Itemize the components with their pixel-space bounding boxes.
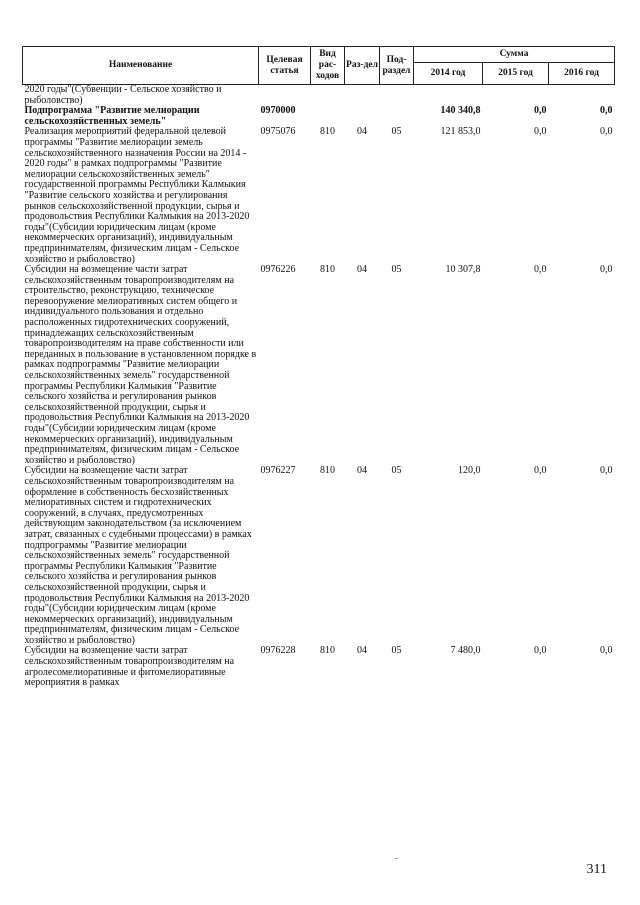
row-sum-2015: 0,0 [534, 465, 547, 477]
row-name: 2020 годы"(Субвенции - Сельское хозяйство и рыболовство) [24, 84, 222, 106]
row-target: 0970000 [260, 105, 296, 117]
header-section: Раз-дел [345, 47, 380, 85]
row-subsection [380, 106, 414, 127]
header-2016: 2016 год [549, 63, 615, 85]
row-sum-2016: 0,0 [600, 264, 613, 276]
table-body [23, 85, 615, 689]
row-target: 0976228 [260, 645, 296, 657]
row-sum-2015: 0,0 [534, 645, 547, 657]
row-kind: 810 [320, 126, 335, 138]
row-sum-2016: 0,0 [600, 105, 613, 117]
scan-mark [395, 858, 398, 859]
header-sum: Сумма [414, 47, 615, 63]
header-2015: 2015 год [483, 63, 549, 85]
budget-table [22, 46, 615, 689]
row-name: Субсидии на возмещение части затрат сельскохозяйственным товаропроизводителям на оформление в собственность бесхозяйственных мелиоративных систем и гидротехнических сооружений, в случаях, предусмотренных действующим законодательством (за исключением затрат, связанных с судебными процессами) в рамках подпрограммы "Развитие мелиорации сельскохозяйственных земель" государственной программы Республики Калмыкия "Развитие сельского хозяйства и регулирования рынков сельскохозяйственной продукции, сырья и продовольствия Республики Калмыкия на 2013-2020 годы"(Субсидии юридическим лицам (кроме некоммерческих организаций), индивидуальным предпринимателям, физическим лицам - Сельское хозяйство и рыболовство) [24, 465, 252, 646]
row-subsection: 05 [391, 126, 402, 138]
row-sum-2015: 0,0 [534, 126, 547, 138]
row-sum-2015 [483, 85, 549, 107]
row-sum-2016: 0,0 [600, 465, 613, 477]
row-section [345, 106, 380, 127]
header-name: Наименование [23, 47, 259, 85]
row-sum-2014: 121 853,0 [440, 126, 481, 138]
row-section: 04 [357, 645, 367, 657]
header-kind: Вид рас-ходов [311, 47, 345, 85]
row-sum-2016 [549, 85, 615, 107]
row-sum-2015: 0,0 [534, 105, 547, 117]
row-kind [311, 106, 345, 127]
row-kind [311, 85, 345, 107]
row-subsection: 05 [391, 465, 402, 477]
table-row [23, 106, 615, 127]
row-sum-2014: 7 480,0 [450, 645, 481, 657]
row-subsection: 05 [391, 264, 402, 276]
row-sum-2014 [414, 85, 483, 107]
row-name: Субсидии на возмещение части затрат сельскохозяйственным товаропроизводителям на строительство, реконструкцию, техническое перевооружение мелиоративных систем общего и индивидуального пользования и отдельно расположенных гидротехнических сооружений, принадлежащих сельскохозяйственным товаропроизводителям на праве собственности или переданных в пользование в установленном порядке в рамках подпрограммы "Развитие мелиорации сельскохозяйственных земель" государственной программы Республики Калмыкия "Развитие сельского хозяйства и регулирования рынков сельскохозяйственной продукции, сырья и продовольствия Республики Калмыкия на 2013-2020 годы"(Субсидии юридическим лицам (кроме некоммерческих организаций), индивидуальным предпринимателям, физическим лицам - Сельское хозяйство и рыболовство) [24, 264, 257, 466]
row-sum-2016: 0,0 [600, 645, 613, 657]
row-sum-2015: 0,0 [534, 264, 547, 276]
row-subsection: 05 [391, 645, 402, 657]
row-section: 04 [357, 264, 367, 276]
header-target: Целевая статья [259, 47, 311, 85]
row-name: Реализация мероприятий федеральной целевой программы "Развитие мелиорации земель сельскохозяйственного назначения России на 2014 - 2020 годы" в рамках подпрограммы "Развитие мелиорации сельскохозяйственных земель" государственной программы Республики Калмыкия "Развитие сельского хозяйства и регулирования рынков сельскохозяйственной продукции, сырья и продовольствия Республики Калмыкия на 2013-2020 годы"(Субсидии юридическим лицам (кроме некоммерческих организаций), индивидуальным предпринимателям, физическим лицам - Сельское хозяйство и рыболовство) [24, 126, 250, 265]
table-row [23, 646, 615, 688]
header-2014: 2014 год [414, 63, 483, 85]
row-target: 0976227 [260, 465, 296, 477]
row-section [345, 85, 380, 107]
row-target [259, 85, 311, 107]
table-row [23, 127, 615, 265]
row-kind: 810 [320, 645, 335, 657]
row-name: Субсидии на возмещение части затрат сельскохозяйственным товаропроизводителям на агролесомелиоративные и фитомелиоративные мероприятия в рамках [24, 645, 235, 689]
table-row [23, 265, 615, 466]
table-row [23, 85, 615, 107]
header-subsection: Под-раздел [380, 47, 414, 85]
table-header [23, 47, 615, 85]
row-target: 0975076 [260, 126, 296, 138]
page-number: 311 [586, 862, 607, 877]
row-kind: 810 [320, 264, 335, 276]
row-name: Подпрограмма "Развитие мелиорации сельскохозяйственных земель" [24, 105, 200, 127]
row-kind: 810 [320, 465, 335, 477]
row-sum-2014: 120,0 [458, 465, 481, 477]
row-sum-2014: 10 307,8 [445, 264, 481, 276]
row-target: 0976226 [260, 264, 296, 276]
row-section: 04 [357, 126, 367, 138]
row-sum-2016: 0,0 [600, 126, 613, 138]
row-sum-2014: 140 340,8 [440, 105, 481, 117]
row-section: 04 [357, 465, 367, 477]
table-row [23, 466, 615, 646]
row-subsection [380, 85, 414, 107]
